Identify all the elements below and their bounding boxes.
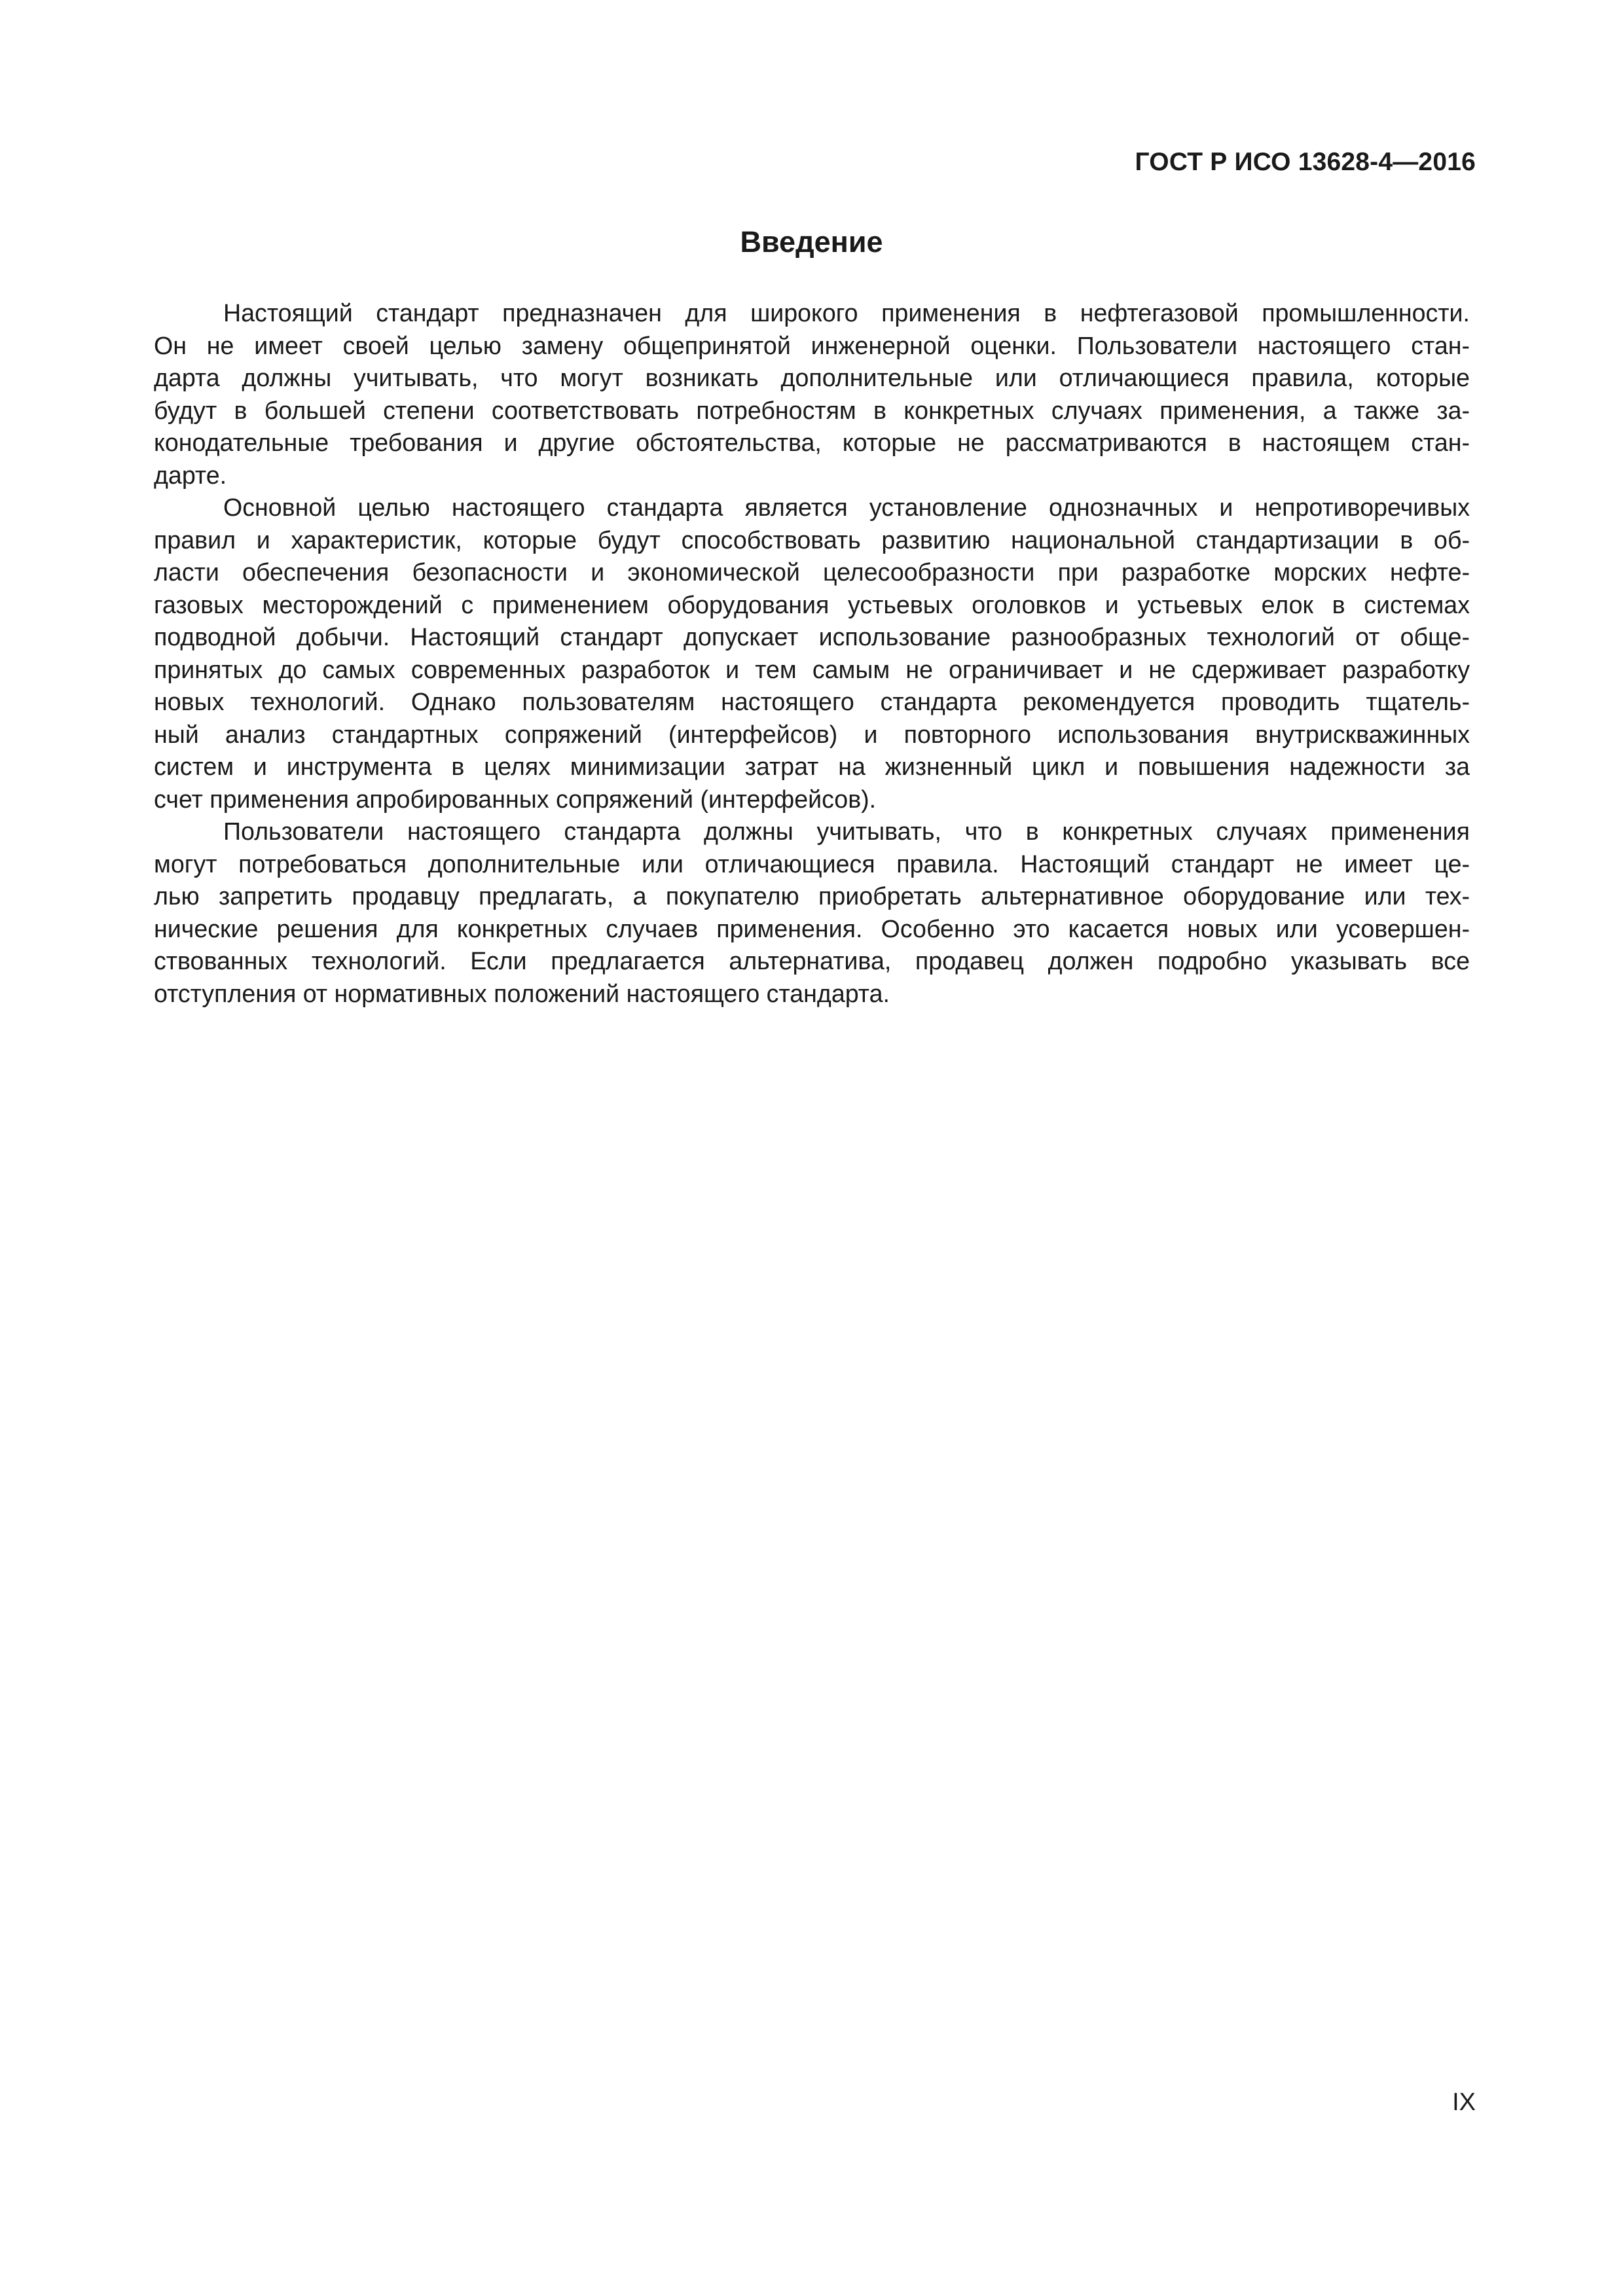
section-title: Введение	[740, 225, 883, 259]
text-line: могут потребоваться дополнительные или отличающиеся правила. Настоящий стандарт не имеет це-	[154, 850, 1470, 878]
text-line: лью запретить продавцу предлагать, а покупателю приобретать альтернативное оборудование или тех-	[154, 882, 1470, 910]
text-line: конодательные требования и другие обстоятельства, которые не рассматриваются в настоящем стан-	[154, 429, 1470, 456]
document-code-header: ГОСТ Р ИСО 13628-4—2016	[1135, 148, 1476, 176]
text-line: Он не имеет своей целью замену общепринятой инженерной оценки. Пользователи настоящего стан-	[154, 331, 1470, 359]
text-line: нические решения для конкретных случаев применения. Особенно это касается новых или усовершен-	[154, 914, 1470, 942]
body-text	[154, 297, 1470, 1010]
text-line: принятых до самых современных разработок и тем самым не ограничивает и не сдерживает разработку	[154, 655, 1470, 683]
text-line: счет применения апробированных сопряжений (интерфейсов).	[154, 785, 877, 813]
text-line: ный анализ стандартных сопряжений (интерфейсов) и повторного использования внутрискважинных	[154, 720, 1470, 748]
text-line: Пользователи настоящего стандарта должны учитывать, что в конкретных случаях применения	[223, 817, 1470, 845]
text-line: ствованных технологий. Если предлагается альтернатива, продавец должен подробно указывать все	[154, 947, 1470, 975]
text-line: подводной добычи. Настоящий стандарт допускает использование разнообразных технологий от обще-	[154, 623, 1470, 651]
page-number: IX	[1452, 2089, 1476, 2116]
text-line: газовых месторождений с применением оборудования устьевых оголовков и устьевых елок в системах	[154, 590, 1470, 619]
text-line: систем и инструмента в целях минимизации затрат на жизненный цикл и повышения надежности за	[154, 753, 1470, 780]
text-line: будут в большей степени соответствовать потребностям в конкретных случаях применения, а также за-	[154, 396, 1470, 424]
paragraph-2	[154, 492, 1470, 816]
text-line: дарта должны учитывать, что могут возникать дополнительные или отличающиеся правила, которые	[154, 364, 1470, 391]
text-line: правил и характеристик, которые будут способствовать развитию национальной стандартизации в об-	[154, 526, 1470, 554]
paragraph-3	[154, 816, 1470, 1010]
paragraph-1	[154, 297, 1470, 492]
text-line: ласти обеспечения безопасности и экономической целесообразности при разработке морских нефте-	[154, 558, 1470, 586]
text-line: новых технологий. Однако пользователям настоящего стандарта рекомендуется проводить тщатель-	[154, 688, 1470, 715]
text-line: отступления от нормативных положений настоящего стандарта.	[154, 979, 890, 1007]
text-line: Основной целью настоящего стандарта является установление однозначных и непротиворечивых	[223, 493, 1470, 521]
text-line: Настоящий стандарт предназначен для широкого применения в нефтегазовой промышленности.	[223, 299, 1470, 327]
text-line: дарте.	[154, 461, 227, 489]
